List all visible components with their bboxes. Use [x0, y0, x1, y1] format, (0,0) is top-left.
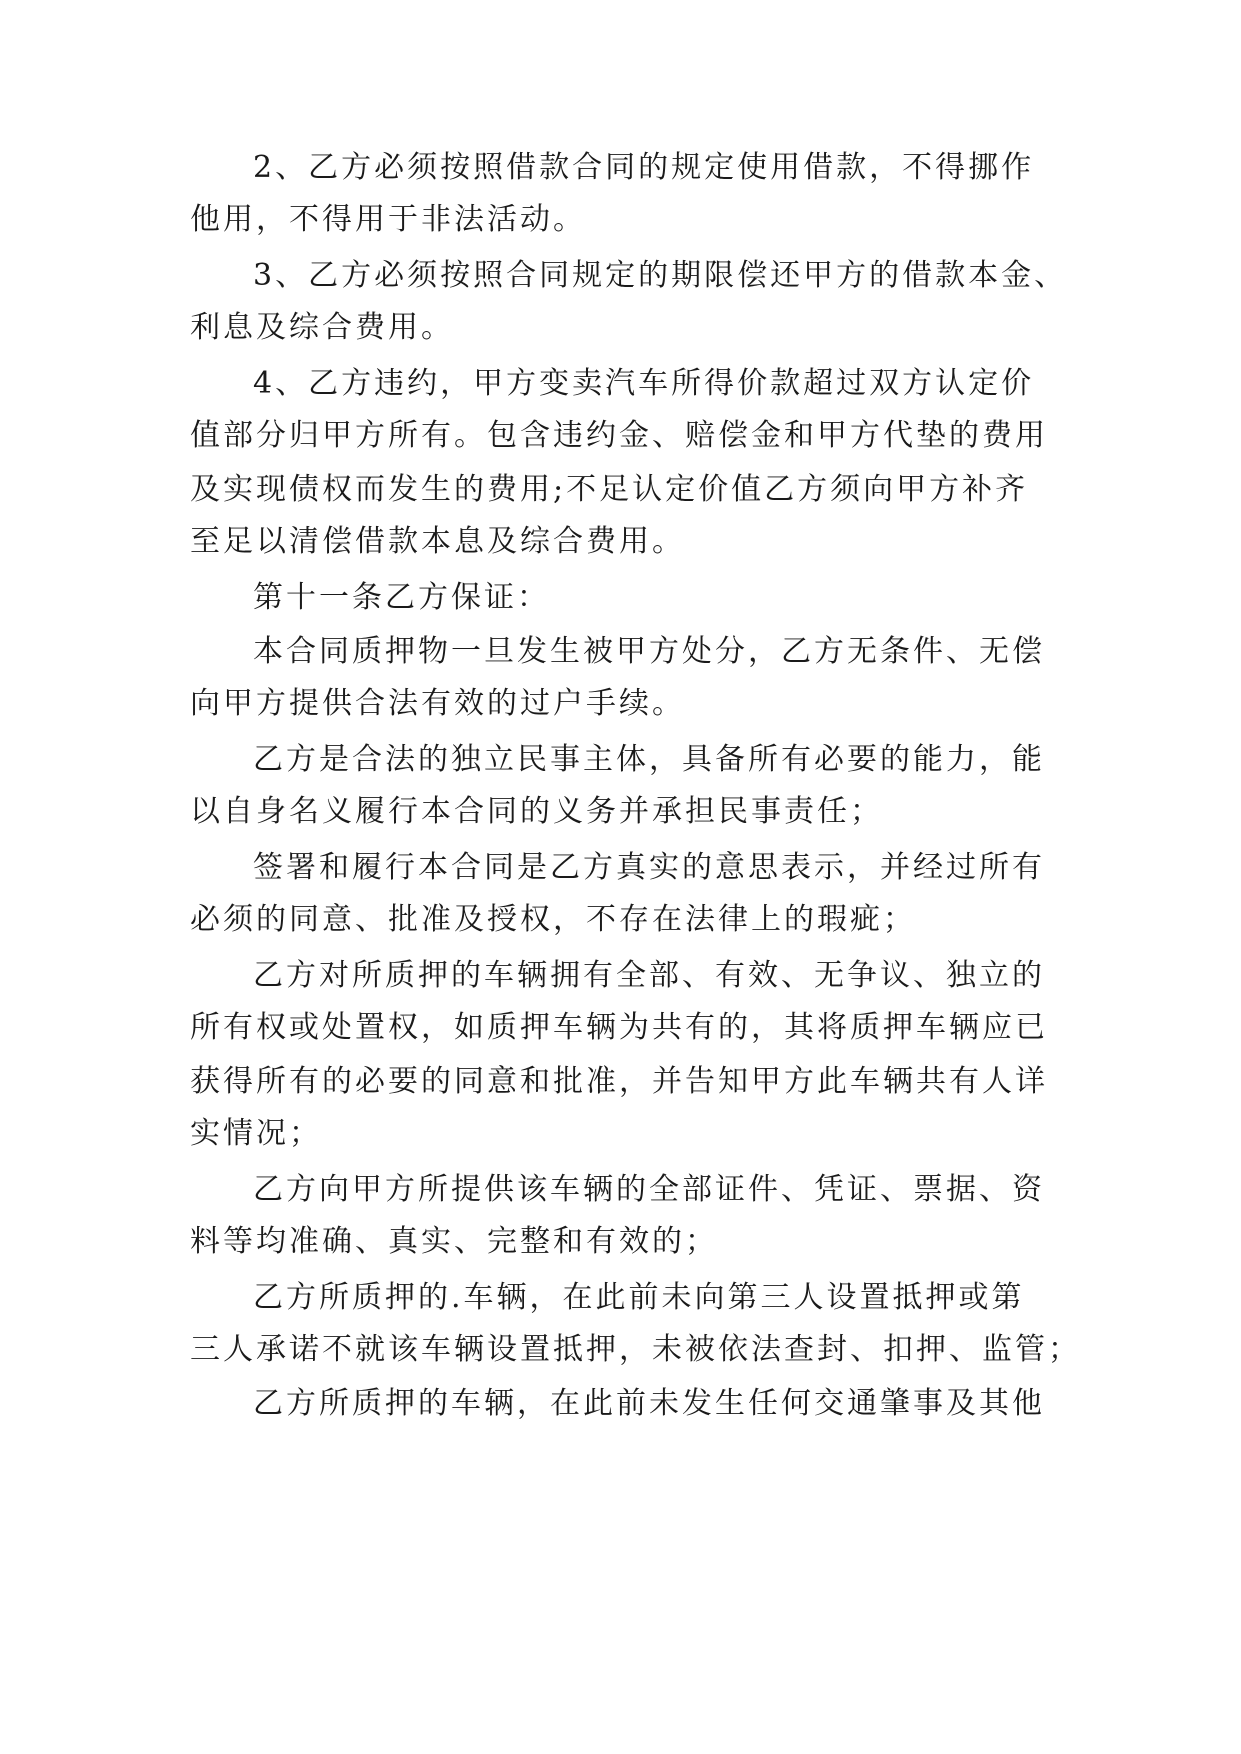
guarantee-4-line-2: 所有权或处置权，如质押车辆为共有的，其将质押车辆应已 [190, 1010, 1048, 1045]
clause-10-item-3-line-1: 3、乙方必须按照合同规定的期限偿还甲方的借款本金、 [253, 258, 1068, 293]
guarantee-4-line-3: 获得所有的必要的同意和批准，并告知甲方此车辆共有人详 [190, 1064, 1048, 1099]
clause-10-item-4-line-4: 至足以清偿借款本息及综合费用。 [190, 524, 685, 559]
guarantee-5-line-2: 料等均准确、真实、完整和有效的； [190, 1224, 718, 1259]
guarantee-7-line-1: 乙方所质押的车辆，在此前未发生任何交通肇事及其他 [253, 1386, 1045, 1421]
clause-10-item-2-line-1: 2、乙方必须按照借款合同的规定使用借款，不得挪作 [253, 150, 1035, 185]
guarantee-2-line-2: 以自身名义履行本合同的义务并承担民事责任； [190, 794, 883, 829]
guarantee-5-line-1: 乙方向甲方所提供该车辆的全部证件、凭证、票据、资 [253, 1172, 1045, 1207]
clause-10-item-4-line-1: 4、乙方违约，甲方变卖汽车所得价款超过双方认定价 [253, 366, 1035, 401]
clause-10-item-3-line-2: 利息及综合费用。 [190, 310, 454, 345]
guarantee-6-line-2: 三人承诺不就该车辆设置抵押，未被依法查封、扣押、监管； [190, 1332, 1081, 1367]
guarantee-4-line-4: 实情况； [190, 1116, 322, 1151]
guarantee-3-line-2: 必须的同意、批准及授权，不存在法律上的瑕疵； [190, 902, 916, 937]
guarantee-3-line-1: 签署和履行本合同是乙方真实的意思表示，并经过所有 [253, 850, 1045, 885]
clause-10-item-4-line-3: 及实现债权而发生的费用;不足认定价值乙方须向甲方补齐 [190, 472, 1029, 507]
guarantee-2-line-1: 乙方是合法的独立民事主体，具备所有必要的能力，能 [253, 742, 1045, 777]
guarantee-1-line-1: 本合同质押物一旦发生被甲方处分，乙方无条件、无偿 [253, 634, 1045, 669]
clause-10-item-2-line-2: 他用，不得用于非法活动。 [190, 202, 586, 237]
clause-11-heading: 第十一条乙方保证： [253, 580, 550, 615]
guarantee-4-line-1: 乙方对所质押的车辆拥有全部、有效、无争议、独立的 [253, 958, 1045, 993]
guarantee-6-line-1: 乙方所质押的.车辆，在此前未向第三人设置抵押或第 [253, 1280, 1025, 1315]
guarantee-1-line-2: 向甲方提供合法有效的过户手续。 [190, 686, 685, 721]
clause-10-item-4-line-2: 值部分归甲方所有。包含违约金、赔偿金和甲方代垫的费用 [190, 418, 1048, 453]
